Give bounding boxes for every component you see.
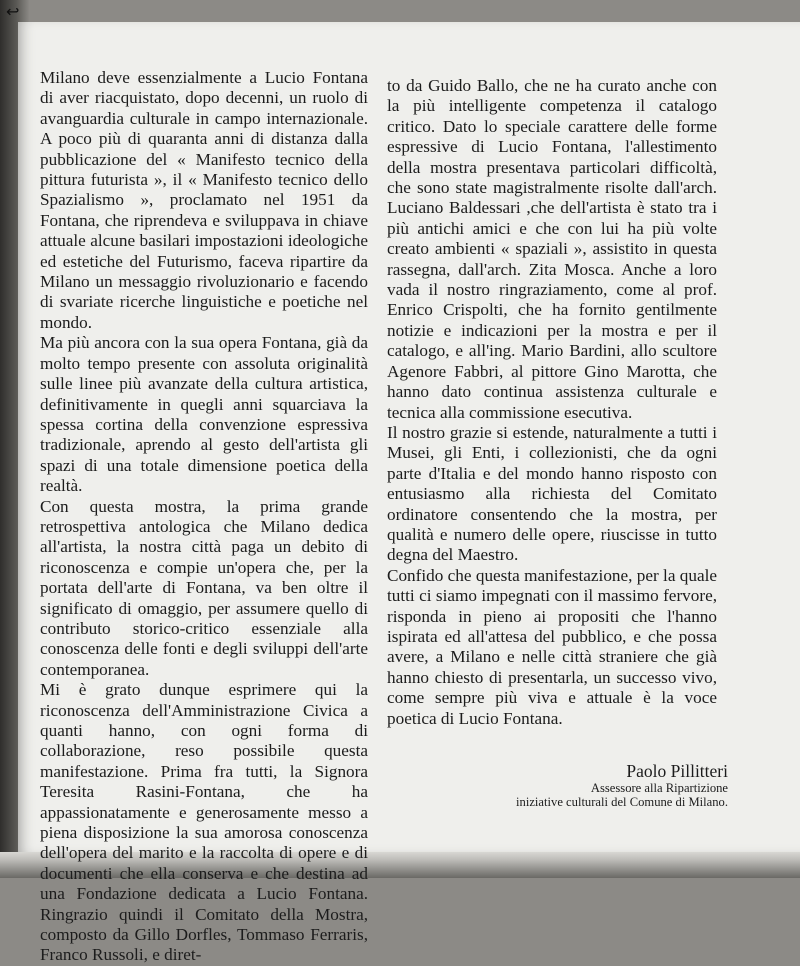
paragraph: to da Guido Ballo, che ne ha curato anche con la più intelligente competenza il catalogo critico. Dato lo speciale carattere delle forme espressive di Lucio Fontana, l'allestimento della mostra presentava particolari difficoltà, che sono state magistralmente risolte dall'arch. Luciano Baldessari ,che dell'artista è stato tra i più antichi amici e che con lui ha più volte creato ambienti « spaziali », assistito in questa rassegna, dall'arch. Zita Mosca. Anche a loro vada il nostro ringraziamento, come al prof. Enrico Crispolti, che ha fornito gentilmente notizie e indicazioni per la mostra e per il catalogo, e all'ing. Mario Bardini, allo scultore Agenore Fabbri, al pittore Gino Marotta, che hanno dato continua assistenza culturale e tecnica alla commissione esecutiva. bbox=[387, 76, 717, 422]
paragraph: Ma più ancora con la sua opera Fontana, già da molto tempo presente con assoluta originalità sulle linee più avanzate della cultura artistica, definitivamente in quegli anni squarciava la spessa cortina della convenzione espressiva tradizionale, aprendo al gesto dell'artista gli spazi di una totale dimensione poetica della realtà. bbox=[40, 333, 368, 496]
right-text-column bbox=[387, 76, 717, 729]
paragraph: Mi è grato dunque esprimere qui la riconoscenza dell'Amministrazione Civica a quanti hanno, con ogni forma di collaborazione, reso possibile questa manifestazione. Prima fra tutti, la Signora Teresita Rasini-Fontana, che ha appassionatamente e generosamente messo a piena disposizione la sua amorosa conoscenza dell'opera del marito e la raccolta di opere e di documenti che ella conserva e che destina ad una Fondazione dedicata a Lucio Fontana. Ringrazio quindi il Comitato della Mostra, composto da Gillo Dorfles, Tommaso Ferraris, Franco Russoli, e diret- bbox=[40, 680, 368, 965]
paragraph: Confido che questa manifestazione, per la quale tutti ci siamo impegnati con il massimo fervore, risponda in pieno ai propositi che l'hanno ispirata ed all'attesa del pubblico, e che possa avere, a Milano e nelle città straniere che già hanno chiesto di presentarla, un successo vivo, come sempre più viva e attuale è la voce poetica di Lucio Fontana. bbox=[387, 565, 717, 728]
corner-mark: ↩ bbox=[6, 2, 20, 21]
signatory-role-line-2: iniziative culturali del Comune di Milano. bbox=[516, 795, 728, 809]
paragraph: Con questa mostra, la prima grande retrospettiva antologica che Milano dedica all'artista, la nostra città paga un debito di riconoscenza e compie un'opera che, per la portata dell'arte di Fontana, va ben oltre il significato di omaggio, per assumere quello di contributo storico-critico essenziale alla conoscenza delle fonti e degli sviluppi dell'arte contemporanea. bbox=[40, 496, 368, 679]
signature-block bbox=[516, 761, 728, 809]
signatory-name: Paolo Pillitteri bbox=[626, 761, 728, 781]
signatory-role-line-1: Assessore alla Ripartizione bbox=[590, 781, 728, 795]
paragraph: Milano deve essenzialmente a Lucio Fontana di aver riacquistato, dopo decenni, un ruolo di avanguardia culturale in campo internazionale. A poco più di quaranta anni di distanza dalla pubblicazione del « Manifesto tecnico della pittura futurista », il « Manifesto tecnico dello Spazialismo », proclamato nel 1951 da Fontana, che riprendeva e sviluppava in chiave attuale alcune basilari impostazioni ideologiche ed estetiche del Futurismo, faceva ripartire da Milano un messaggio rivoluzionario e facendo di svariate ricerche linguistiche e poetiche nel mondo. bbox=[40, 68, 368, 332]
paragraph: Il nostro grazie si estende, naturalmente a tutti i Musei, gli Enti, i collezionisti, che da ogni parte d'Italia e del mondo hanno risposto con entusiasmo alla richiesta del Comitato ordinatore consentendo che la mostra, per qualità e numero delle opere, riuscisse in tutto degna del Maestro. bbox=[387, 422, 717, 565]
left-text-column bbox=[40, 68, 368, 966]
